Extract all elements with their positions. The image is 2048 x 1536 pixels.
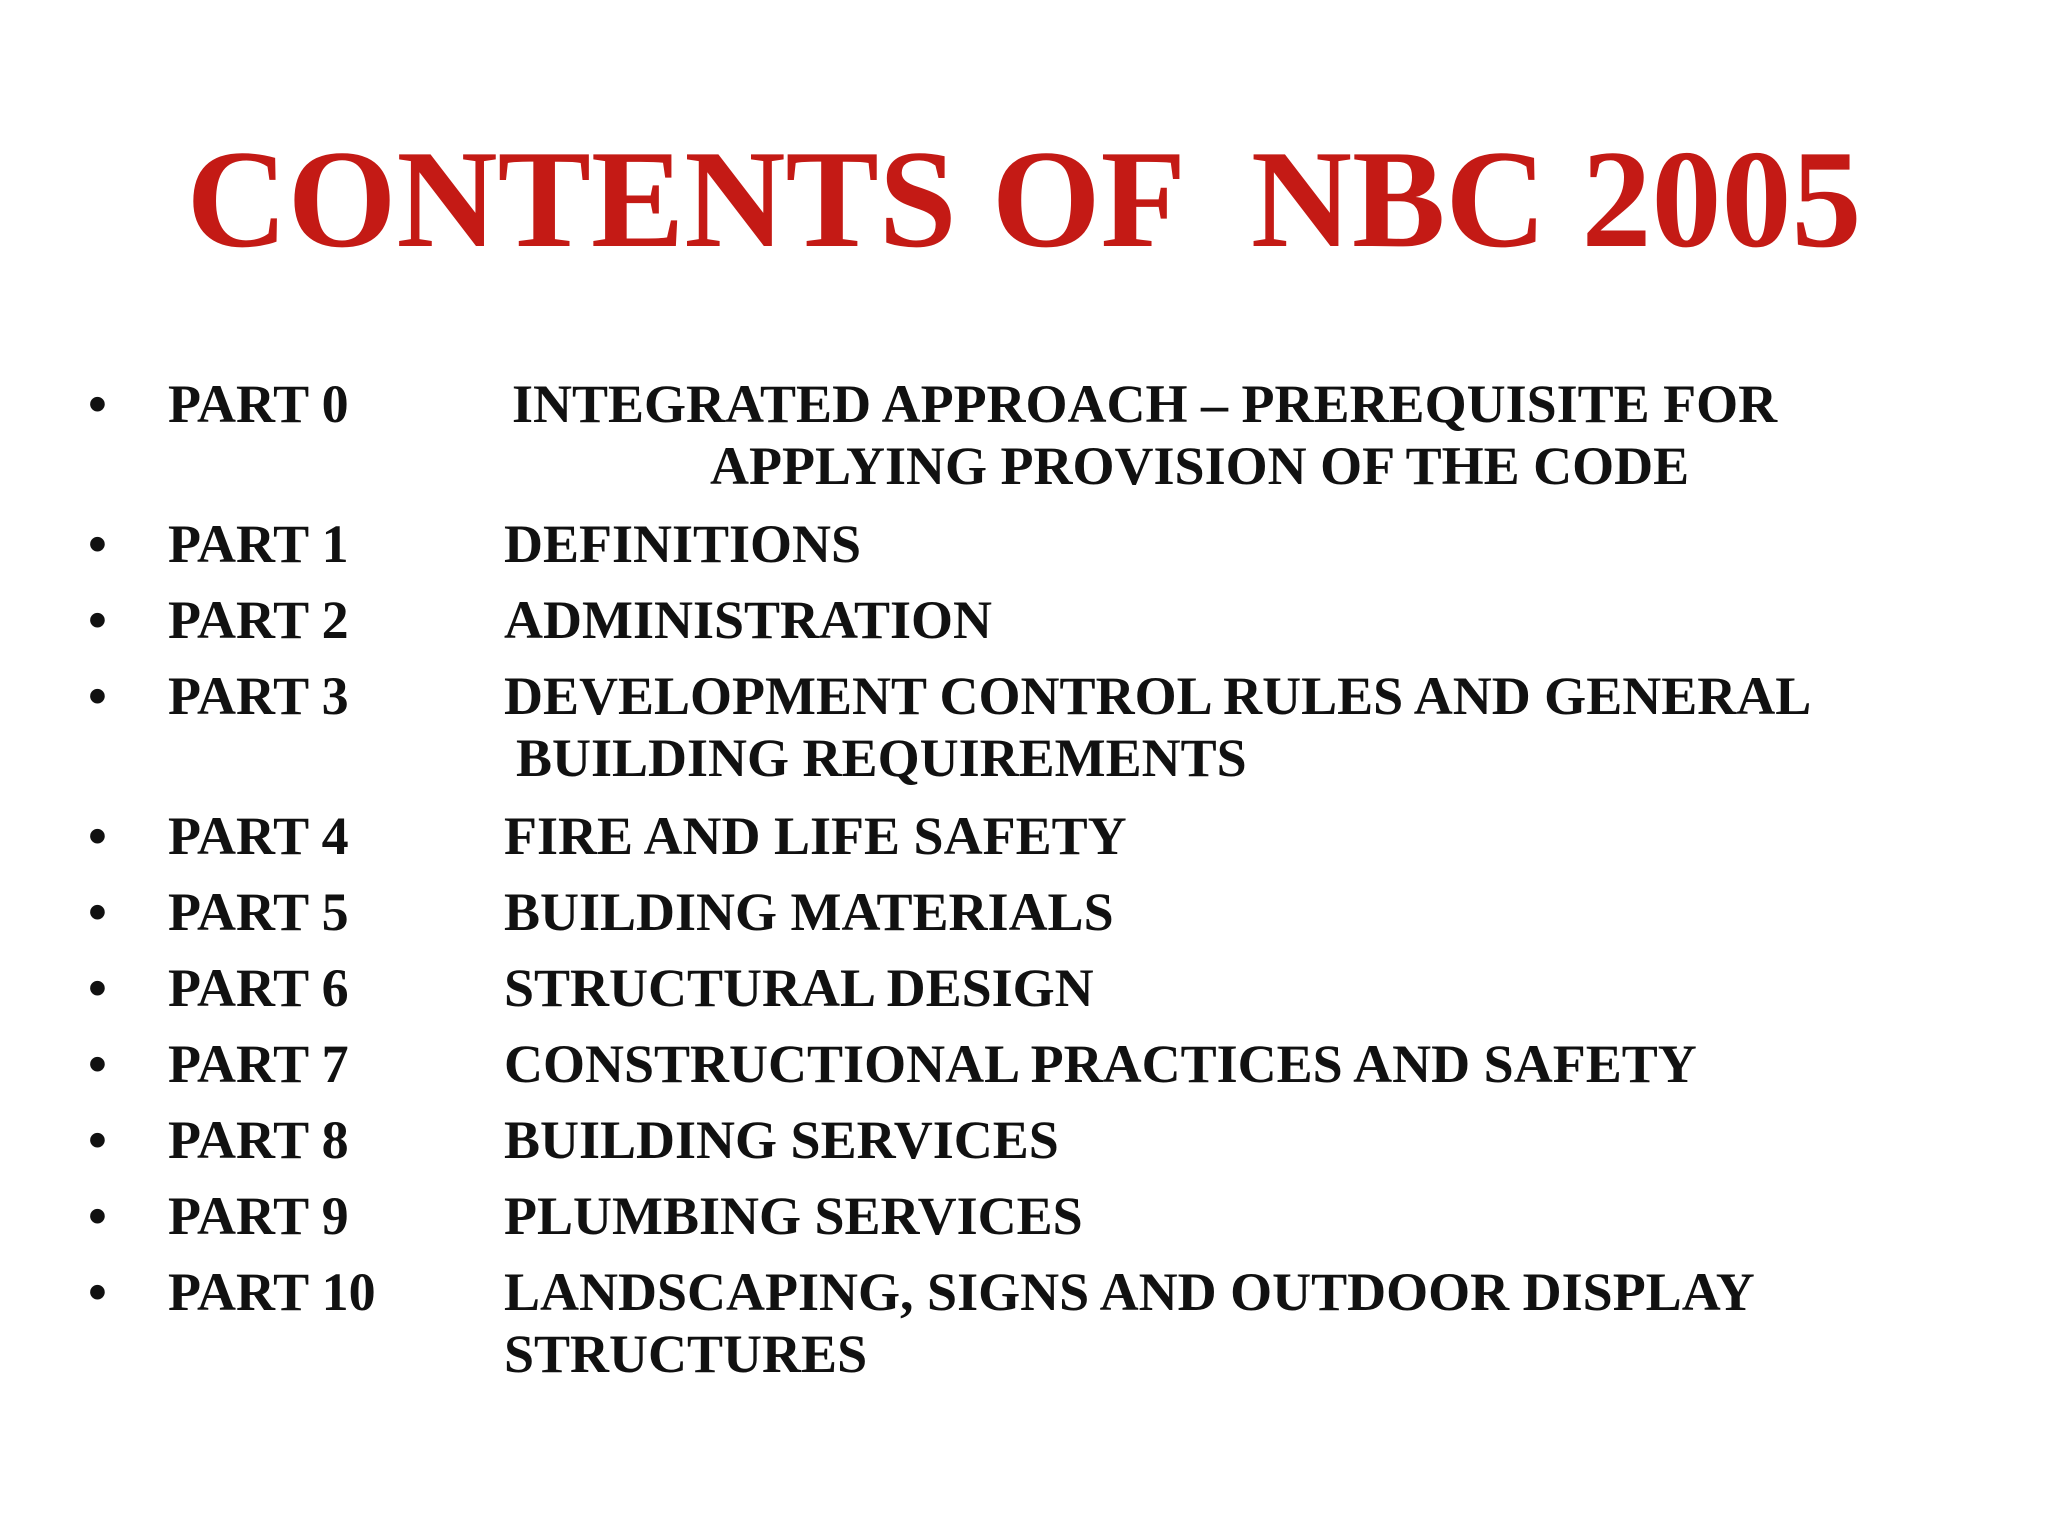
bullet-icon: •	[88, 514, 107, 574]
part-number: PART 0	[168, 374, 349, 434]
part-description	[504, 957, 1094, 1019]
description-line: STRUCTURAL DESIGN	[504, 958, 1094, 1018]
description-line: APPLYING PROVISION OF THE CODE	[710, 436, 1690, 496]
part-number: PART 2	[168, 590, 349, 650]
part-number: PART 7	[168, 1034, 349, 1094]
description-line: BUILDING REQUIREMENTS	[516, 728, 1247, 788]
bullet-icon: •	[88, 590, 107, 650]
part-number: PART 5	[168, 882, 349, 942]
description-line: CONSTRUCTIONAL PRACTICES AND SAFETY	[504, 1034, 1697, 1094]
part-description	[504, 665, 1811, 789]
bullet-icon: •	[88, 806, 107, 866]
slide-title: CONTENTS OF NBC 2005	[186, 122, 1862, 277]
part-number: PART 6	[168, 958, 349, 1018]
bullet-icon: •	[88, 1034, 107, 1094]
part-description	[504, 1033, 1697, 1095]
bullet-icon: •	[88, 1186, 107, 1246]
part-description	[504, 805, 1127, 867]
part-number: PART 8	[168, 1110, 349, 1170]
part-description	[504, 1109, 1059, 1171]
bullet-icon: •	[88, 882, 107, 942]
description-line: LANDSCAPING, SIGNS AND OUTDOOR DISPLAY	[504, 1262, 1755, 1322]
description-line: BUILDING MATERIALS	[504, 882, 1114, 942]
part-description	[504, 881, 1114, 943]
description-line: ADMINISTRATION	[504, 590, 993, 650]
part-description	[504, 373, 1777, 497]
bullet-icon: •	[88, 958, 107, 1018]
part-number: PART 10	[168, 1262, 376, 1322]
part-number: PART 1	[168, 514, 349, 574]
bullet-icon: •	[88, 666, 107, 726]
bullet-icon: •	[88, 1110, 107, 1170]
part-description	[504, 513, 861, 575]
part-number: PART 3	[168, 666, 349, 726]
description-line: DEVELOPMENT CONTROL RULES AND GENERAL	[504, 666, 1812, 726]
description-line: STRUCTURES	[504, 1324, 868, 1384]
bullet-icon: •	[88, 374, 107, 434]
part-number: PART 4	[168, 806, 349, 866]
part-description	[504, 589, 992, 651]
description-line: PLUMBING SERVICES	[504, 1186, 1083, 1246]
description-line: INTEGRATED APPROACH – PREREQUISITE FOR	[512, 374, 1778, 434]
part-description	[504, 1185, 1083, 1247]
description-line: BUILDING SERVICES	[504, 1110, 1059, 1170]
description-line: DEFINITIONS	[504, 514, 862, 574]
part-number: PART 9	[168, 1186, 349, 1246]
part-description	[504, 1261, 1755, 1385]
bullet-icon: •	[88, 1262, 107, 1322]
description-line: FIRE AND LIFE SAFETY	[504, 806, 1127, 866]
